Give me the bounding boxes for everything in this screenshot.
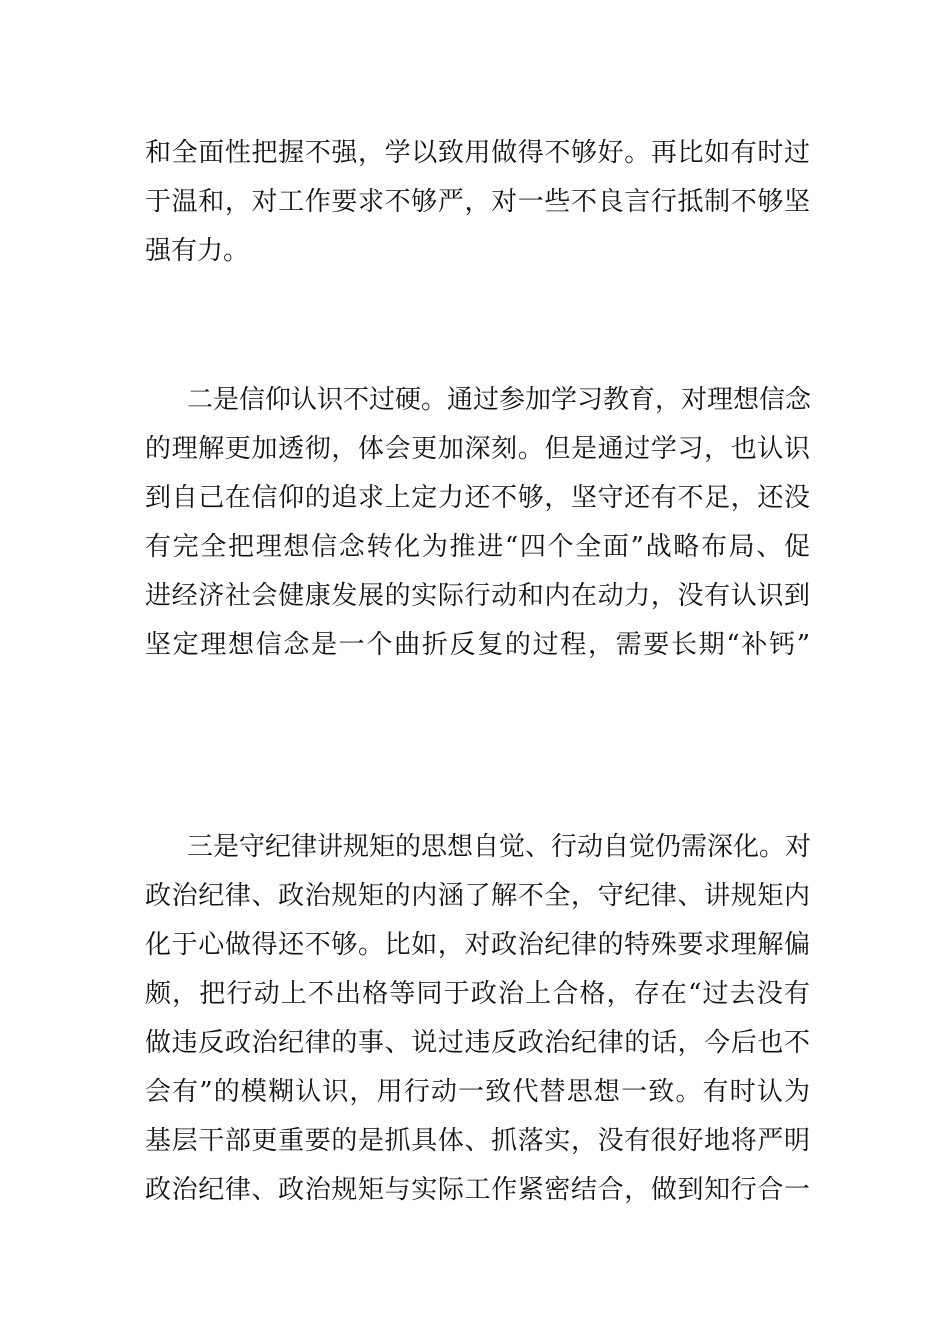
paragraph-1-line-3: 强有力。: [145, 236, 250, 266]
paragraph-2-line-5: 进经济社会健康发展的实际行动和内在动力，没有认识到: [145, 581, 810, 611]
paragraph-3-line-4: 颇，把行动上不出格等同于政治上合格，存在“过去没有: [145, 979, 810, 1009]
paragraph-3-line-5: 做违反政治纪律的事、说过违反政治纪律的话，今后也不: [145, 1028, 810, 1058]
paragraph-3-line-7: 基层干部更重要的是抓具体、抓落实，没有很好地将严明: [145, 1126, 810, 1156]
paragraph-2-line-3: 到自己在信仰的追求上定力还不够，坚守还有不足，还没: [145, 483, 810, 513]
paragraph-3-line-8: 政治纪律、政治规矩与实际工作紧密结合，做到知行合一: [145, 1175, 810, 1205]
paragraph-2-line-2: 的理解更加透彻，体会更加深刻。但是通过学习，也认识: [145, 434, 810, 464]
paragraph-3-line-3: 化于心做得还不够。比如，对政治纪律的特殊要求理解偏: [145, 930, 810, 960]
paragraph-2-line-6: 坚定理想信念是一个曲折反复的过程，需要长期“补钙”: [145, 630, 810, 660]
paragraph-2-line-1: 二是信仰认识不过硬。通过参加学习教育，对理想信念: [187, 385, 812, 415]
paragraph-1-line-2: 于温和，对工作要求不够严，对一些不良言行抵制不够坚: [145, 187, 810, 217]
paragraph-3-line-1: 三是守纪律讲规矩的思想自觉、行动自觉仍需深化。对: [187, 832, 812, 862]
paragraph-2-line-4: 有完全把理想信念转化为推进“四个全面”战略布局、促: [145, 532, 810, 562]
paragraph-3-line-6: 会有”的模糊认识，用行动一致代替思想一致。有时认为: [145, 1077, 810, 1107]
paragraph-1-line-1: 和全面性把握不强，学以致用做得不够好。再比如有时过: [145, 138, 810, 168]
paragraph-3-line-2: 政治纪律、政治规矩的内涵了解不全，守纪律、讲规矩内: [145, 881, 810, 911]
